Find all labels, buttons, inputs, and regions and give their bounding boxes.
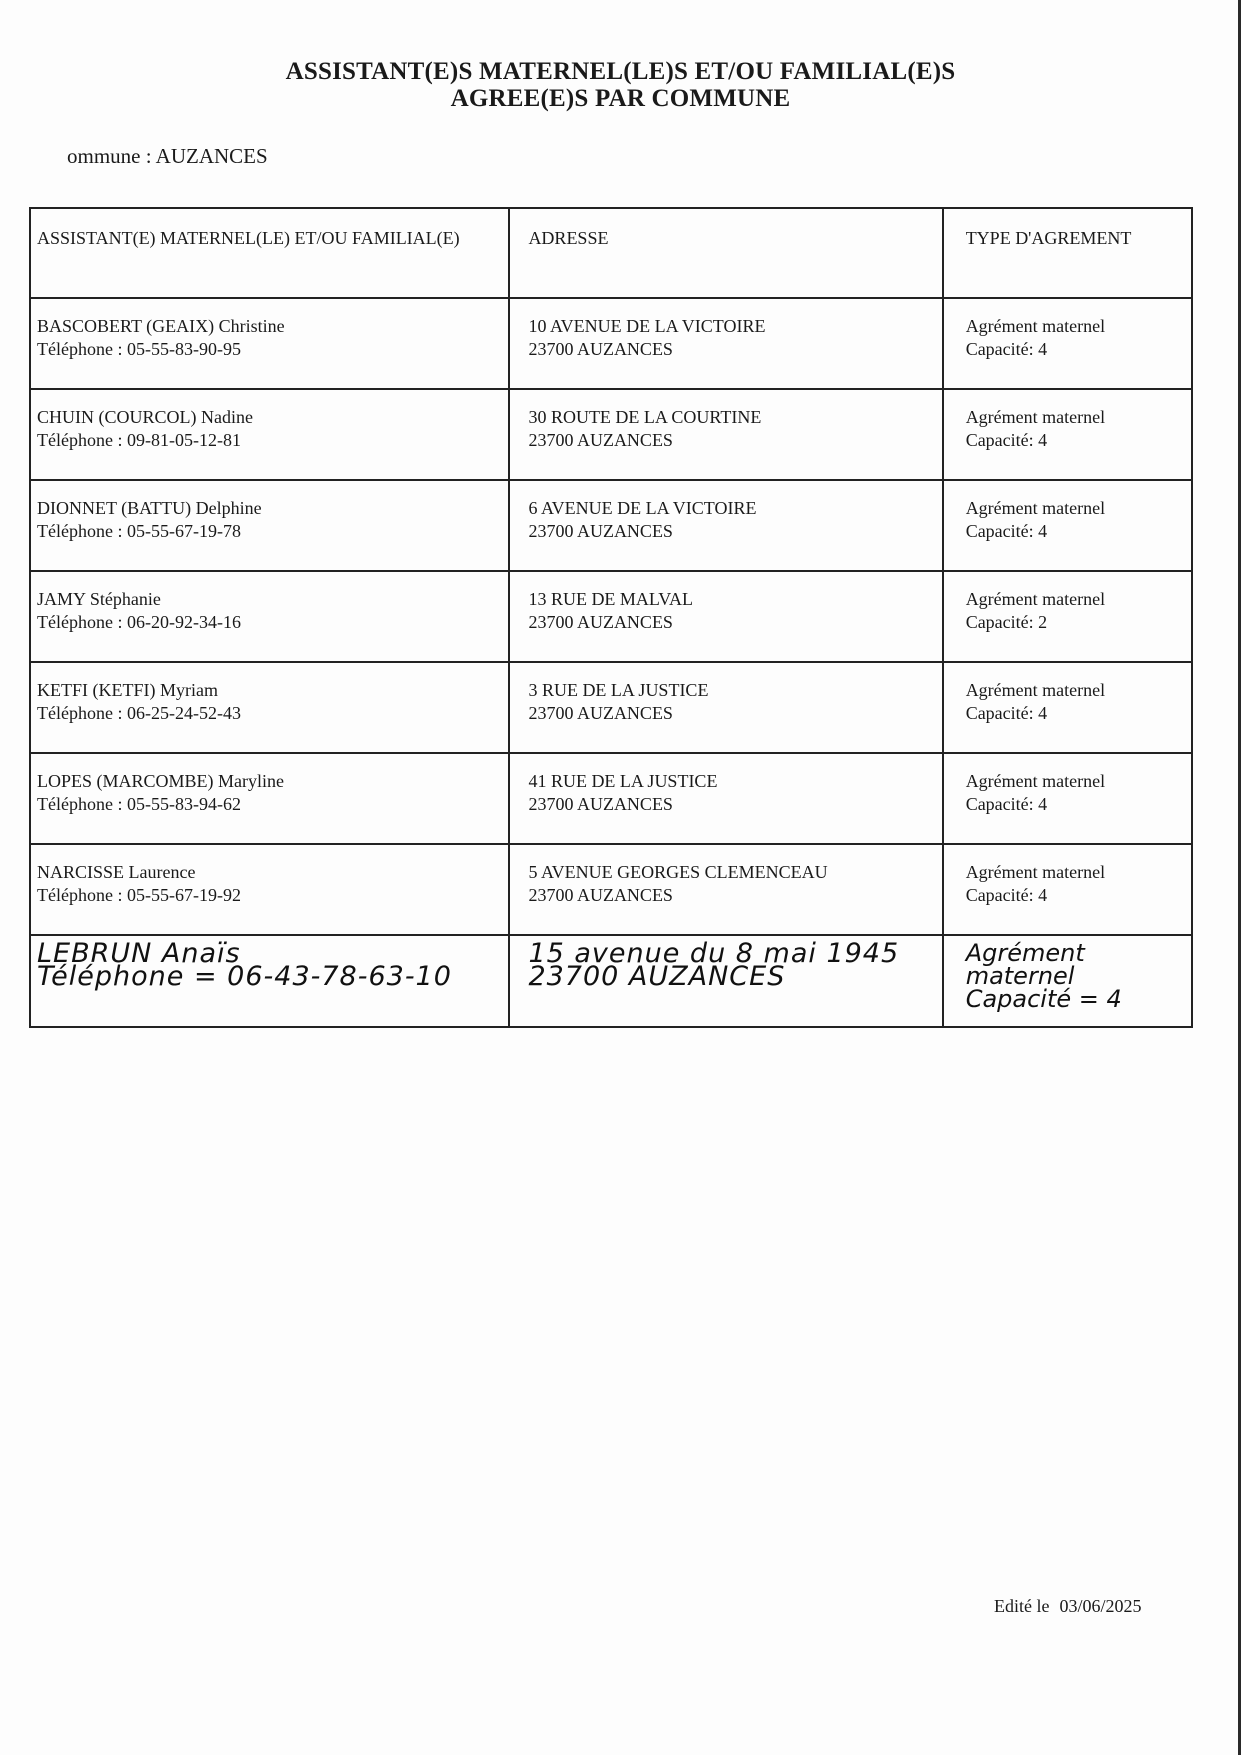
table-header-row	[30, 208, 1192, 298]
agrement-capacity: Capacité: 4	[965, 703, 1048, 723]
assistant-name: DIONNET (BATTU) Delphine	[37, 498, 262, 518]
edited-date	[994, 1596, 1142, 1617]
address-cell	[509, 571, 942, 662]
address-cell	[509, 844, 942, 935]
handwritten-address-city: 23700 AUZANCES	[528, 961, 786, 992]
header-type: TYPE D'AGREMENT	[943, 208, 1192, 298]
assistant-phone: Téléphone : 05-55-67-19-78	[37, 521, 241, 541]
address-city: 23700 AUZANCES	[528, 339, 673, 359]
assistant-phone: Téléphone : 06-25-24-52-43	[37, 703, 241, 723]
header-assistant: ASSISTANT(E) MATERNEL(LE) ET/OU FAMILIAL(E)	[30, 208, 509, 298]
agrement-capacity: Capacité: 4	[965, 521, 1048, 541]
type-cell	[943, 753, 1192, 844]
type-cell	[943, 662, 1192, 753]
address-city: 23700 AUZANCES	[528, 885, 673, 905]
type-cell	[943, 571, 1192, 662]
handwritten-address-street: 15 avenue du 8 mai 1945	[528, 938, 900, 969]
address-street: 6 AVENUE DE LA VICTOIRE	[528, 498, 757, 518]
assistant-phone: Téléphone : 05-55-83-94-62	[37, 794, 241, 814]
address-city: 23700 AUZANCES	[528, 430, 673, 450]
header-address: ADRESSE	[509, 208, 942, 298]
address-cell	[509, 662, 942, 753]
assistant-name: JAMY Stéphanie	[37, 589, 161, 609]
address-street: 41 RUE DE LA JUSTICE	[528, 771, 718, 791]
handwritten-assistant-cell	[30, 935, 509, 1027]
type-cell	[943, 389, 1192, 480]
agrement-capacity: Capacité: 4	[965, 339, 1048, 359]
assistant-cell	[30, 571, 509, 662]
assistant-name: KETFI (KETFI) Myriam	[37, 680, 218, 700]
title-line-2: AGREE(E)S PAR COMMUNE	[450, 85, 791, 112]
address-street: 13 RUE DE MALVAL	[528, 589, 693, 609]
address-cell	[509, 298, 942, 389]
table-row	[30, 753, 1192, 844]
handwritten-phone: Téléphone = 06-43-78-63-10	[37, 961, 452, 992]
table-row	[30, 662, 1192, 753]
edited-label: Edité le	[994, 1596, 1050, 1616]
assistants-table	[29, 207, 1193, 1028]
assistant-name: CHUIN (COURCOL) Nadine	[37, 407, 253, 427]
address-street: 5 AVENUE GEORGES CLEMENCEAU	[528, 862, 828, 882]
table-row	[30, 298, 1192, 389]
table-row	[30, 571, 1192, 662]
type-cell	[943, 844, 1192, 935]
table-row	[30, 844, 1192, 935]
assistant-cell	[30, 753, 509, 844]
assistant-phone: Téléphone : 06-20-92-34-16	[37, 612, 241, 632]
address-cell	[509, 480, 942, 571]
agrement-type: Agrément maternel	[965, 680, 1106, 700]
agrement-type: Agrément maternel	[965, 316, 1106, 336]
address-city: 23700 AUZANCES	[528, 794, 673, 814]
handwritten-name: LEBRUN Anaïs	[37, 938, 241, 969]
assistant-cell	[30, 389, 509, 480]
assistant-name: LOPES (MARCOMBE) Maryline	[37, 771, 284, 791]
table-row	[30, 389, 1192, 480]
title-line-1: ASSISTANT(E)S MATERNEL(LE)S ET/OU FAMILIAL(E)S	[285, 58, 956, 85]
assistant-cell	[30, 662, 509, 753]
handwritten-type-cell	[943, 935, 1192, 1027]
address-street: 10 AVENUE DE LA VICTOIRE	[528, 316, 766, 336]
assistant-name: BASCOBERT (GEAIX) Christine	[37, 316, 285, 336]
handwritten-agrement-capacity: Capacité = 4	[965, 985, 1122, 1013]
edited-value: 03/06/2025	[1059, 1596, 1142, 1616]
assistant-cell	[30, 298, 509, 389]
assistant-phone: Téléphone : 09-81-05-12-81	[37, 430, 241, 450]
address-street: 30 ROUTE DE LA COURTINE	[528, 407, 762, 427]
address-city: 23700 AUZANCES	[528, 521, 673, 541]
address-cell	[509, 389, 942, 480]
handwritten-row	[30, 935, 1192, 1027]
agrement-type: Agrément maternel	[965, 407, 1106, 427]
handwritten-address-cell	[509, 935, 942, 1027]
agrement-type: Agrément maternel	[965, 771, 1106, 791]
address-city: 23700 AUZANCES	[528, 703, 673, 723]
table-row	[30, 480, 1192, 571]
assistant-cell	[30, 844, 509, 935]
address-city: 23700 AUZANCES	[528, 612, 673, 632]
agrement-capacity: Capacité: 4	[965, 430, 1048, 450]
agrement-capacity: Capacité: 2	[965, 612, 1048, 632]
assistant-phone: Téléphone : 05-55-67-19-92	[37, 885, 241, 905]
assistant-phone: Téléphone : 05-55-83-90-95	[37, 339, 241, 359]
agrement-type: Agrément maternel	[965, 862, 1106, 882]
type-cell	[943, 480, 1192, 571]
commune-label: ommune : AUZANCES	[67, 144, 268, 168]
agrement-capacity: Capacité: 4	[965, 794, 1048, 814]
document-title	[0, 58, 1241, 112]
handwritten-agrement-type: Agrément maternel	[965, 939, 1085, 990]
type-cell	[943, 298, 1192, 389]
agrement-capacity: Capacité: 4	[965, 885, 1048, 905]
agrement-type: Agrément maternel	[965, 498, 1106, 518]
address-street: 3 RUE DE LA JUSTICE	[528, 680, 709, 700]
agrement-type: Agrément maternel	[965, 589, 1106, 609]
assistant-name: NARCISSE Laurence	[37, 862, 196, 882]
assistant-cell	[30, 480, 509, 571]
address-cell	[509, 753, 942, 844]
